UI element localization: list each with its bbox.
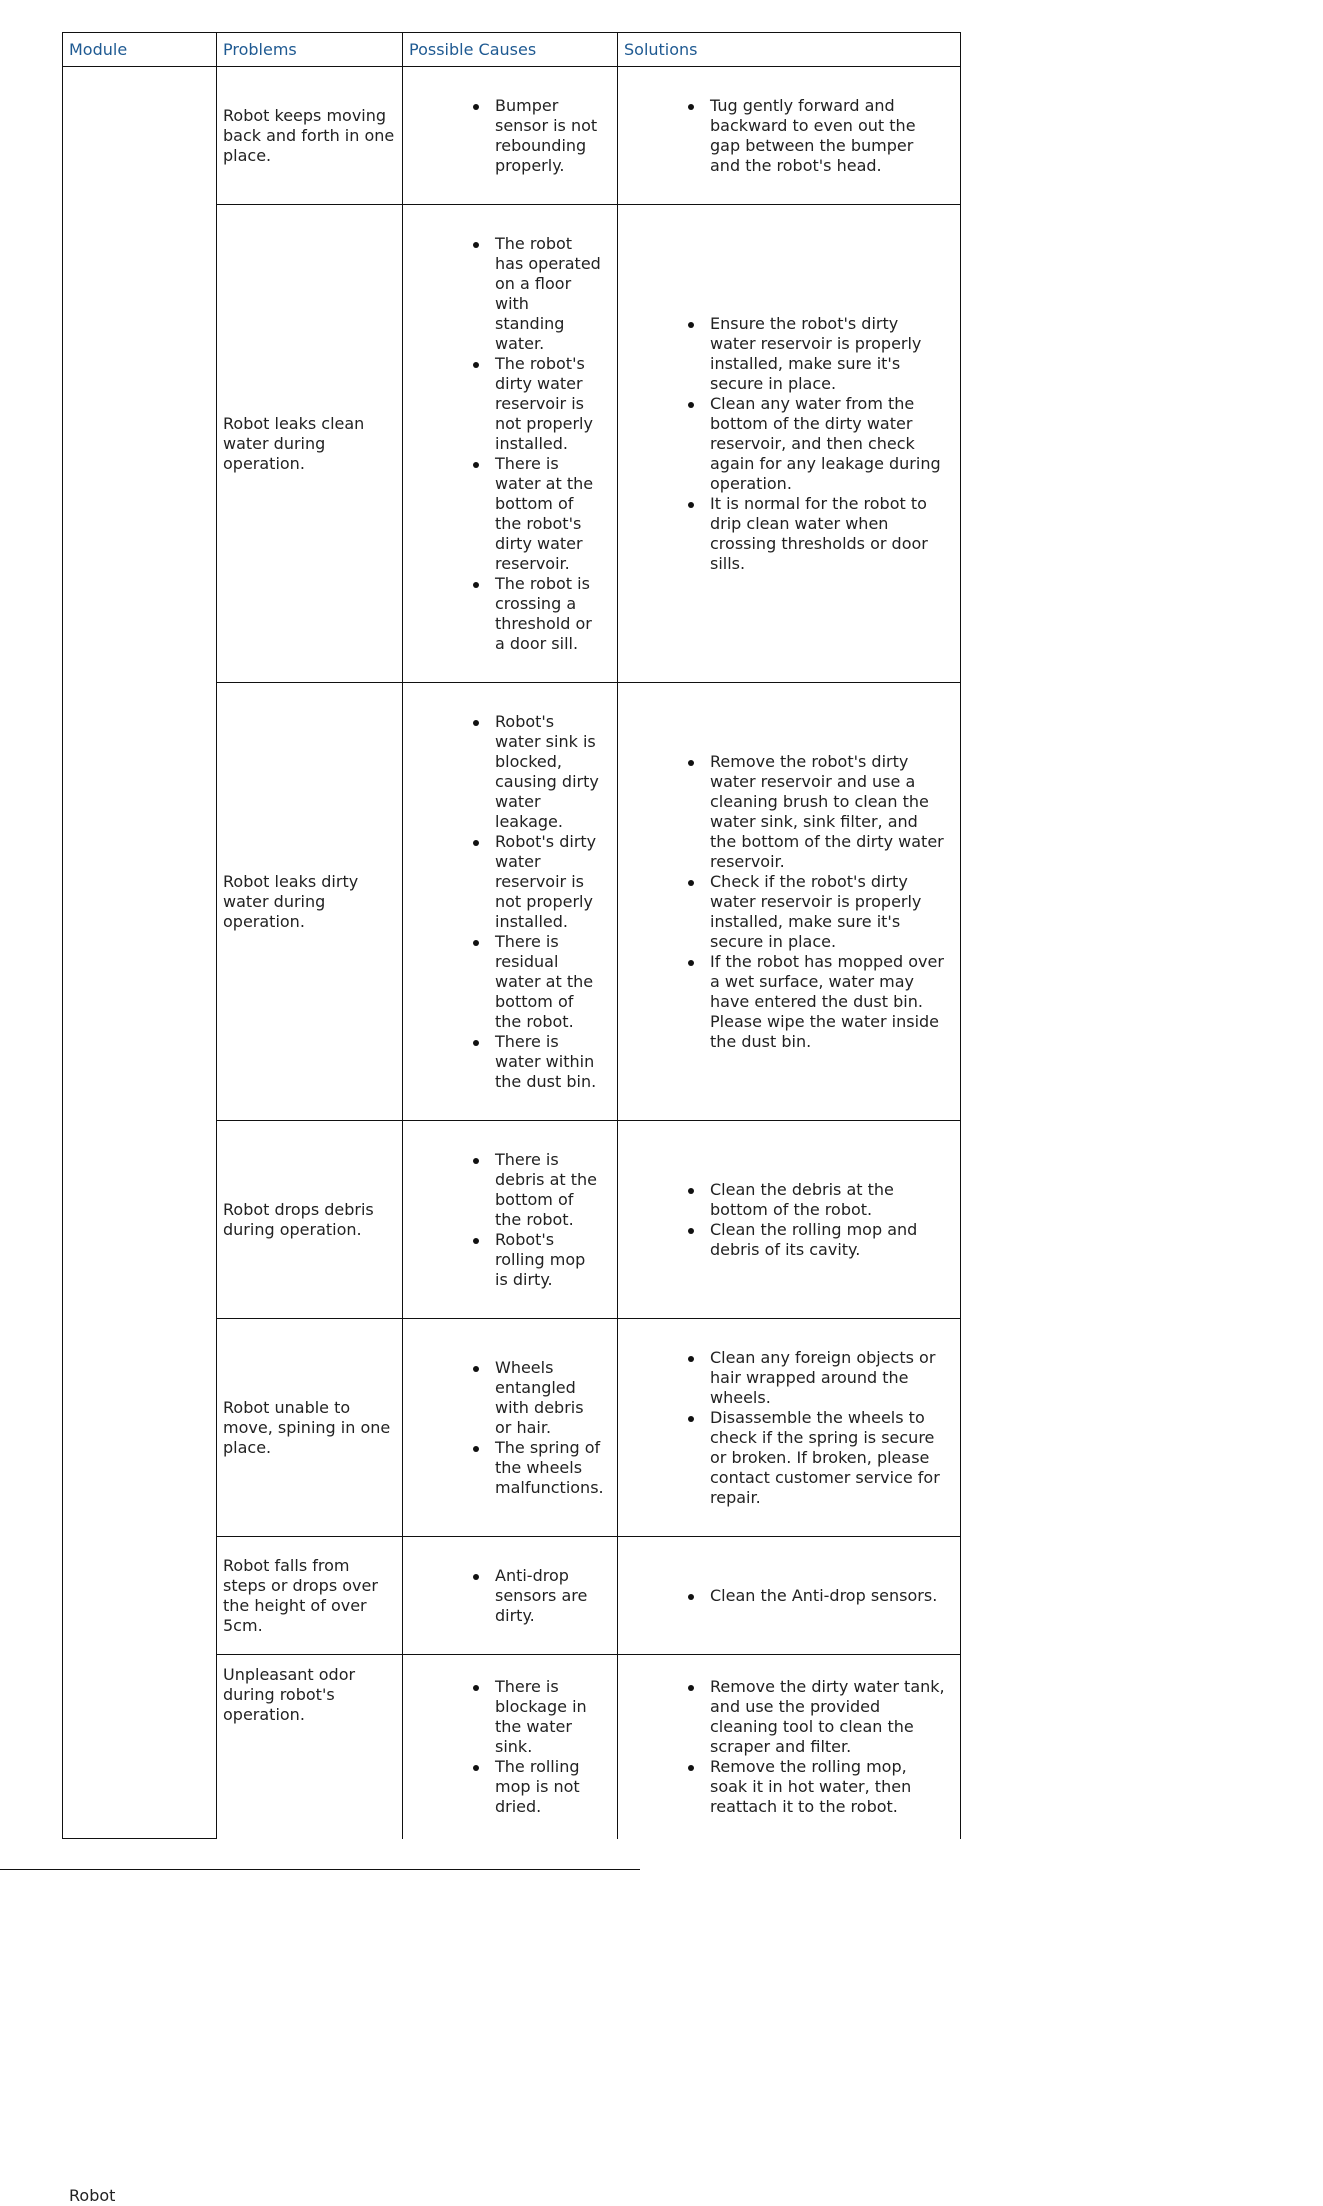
- causes-list: [409, 1358, 611, 1498]
- cause-item: The robot's dirty water reservoir is not properly installed.: [495, 354, 603, 454]
- solutions-cell: [618, 1655, 961, 1839]
- solutions-list: [624, 752, 954, 1052]
- cause-item: The robot is crossing a threshold or a door sill.: [495, 574, 603, 654]
- solution-item: It is normal for the robot to drip clean water when crossing thresholds or door sills.: [710, 494, 946, 574]
- solutions-list: [624, 1677, 954, 1817]
- problem-cell: Robot falls from steps or drops over the height of over 5cm.: [217, 1537, 403, 1655]
- solutions-cell: [618, 67, 961, 205]
- solution-item: Remove the robot's dirty water reservoir and use a cleaning brush to clean the water sink, sink filter, and the bottom of the dirty water reservoir.: [710, 752, 946, 872]
- solution-item: Clean the Anti-drop sensors.: [710, 1586, 946, 1606]
- cause-item: The rolling mop is not dried.: [495, 1757, 603, 1817]
- solutions-cell: [618, 1537, 961, 1655]
- causes-list: [409, 1677, 611, 1817]
- causes-list: [409, 712, 611, 1092]
- solution-item: Clean the debris at the bottom of the robot.: [710, 1180, 946, 1220]
- solutions-list: [624, 1180, 954, 1260]
- causes-list: [409, 96, 611, 176]
- solution-item: Tug gently forward and backward to even out the gap between the bumper and the robot's head.: [710, 96, 946, 176]
- solution-item: If the robot has mopped over a wet surface, water may have entered the dust bin. Please wipe the water inside the dust bin.: [710, 952, 946, 1052]
- solution-item: Clean any water from the bottom of the dirty water reservoir, and then check again for any leakage during operation.: [710, 394, 946, 494]
- solutions-list: [624, 1348, 954, 1508]
- cause-item: There is debris at the bottom of the robot.: [495, 1150, 603, 1230]
- solution-item: Clean the rolling mop and debris of its cavity.: [710, 1220, 946, 1260]
- cause-item: There is blockage in the water sink.: [495, 1677, 603, 1757]
- cause-item: Robot's rolling mop is dirty.: [495, 1230, 603, 1290]
- solution-item: Remove the rolling mop, soak it in hot water, then reattach it to the robot.: [710, 1757, 946, 1817]
- solution-item: Check if the robot's dirty water reservoir is properly installed, make sure it's secure in place.: [710, 872, 946, 952]
- solutions-list: [624, 1586, 954, 1606]
- cause-item: The spring of the wheels malfunctions.: [495, 1437, 604, 1497]
- problem-cell: Unpleasant odor during robot's operation.: [217, 1655, 403, 1839]
- cause-item: Bumper sensor is not rebounding properly.: [495, 96, 603, 176]
- cause-item: There is water within the dust bin.: [495, 1032, 603, 1092]
- cause-item: Anti-drop sensors are dirty.: [495, 1566, 603, 1626]
- causes-cell: [403, 1319, 618, 1537]
- cause-item: There is residual water at the bottom of the robot.: [495, 932, 603, 1032]
- header-module: Module: [63, 33, 217, 67]
- causes-cell: [403, 683, 618, 1121]
- solution-item: Ensure the robot's dirty water reservoir is properly installed, make sure it's secure in place.: [710, 314, 946, 394]
- troubleshooting-table: [62, 32, 961, 2205]
- module-cell: [63, 67, 217, 2205]
- problem-cell: Robot leaks clean water during operation.: [217, 205, 403, 683]
- cause-item: The robot has operated on a floor with standing water.: [495, 234, 603, 354]
- cause-item: There is water at the bottom of the robot's dirty water reservoir.: [495, 454, 603, 574]
- causes-list: [409, 1150, 611, 1290]
- problem-cell: Robot leaks dirty water during operation.: [217, 683, 403, 1121]
- solutions-cell: [618, 683, 961, 1121]
- cause-item: Robot's water sink is blocked, causing dirty water leakage.: [495, 712, 603, 832]
- causes-list: [409, 234, 611, 654]
- solution-item: Disassemble the wheels to check if the spring is secure or broken. If broken, please contact customer service for repair.: [710, 1408, 946, 1508]
- problem-cell: Robot drops debris during operation.: [217, 1121, 403, 1319]
- causes-cell: [403, 67, 618, 205]
- header-solutions: Solutions: [618, 33, 961, 67]
- causes-list: [409, 1566, 611, 1626]
- header-problems: Problems: [217, 33, 403, 67]
- cause-item: Robot's dirty water reservoir is not properly installed.: [495, 832, 603, 932]
- solutions-cell: [618, 1121, 961, 1319]
- causes-cell: [403, 1655, 618, 1839]
- solutions-cell: [618, 205, 961, 683]
- solutions-list: [624, 96, 954, 176]
- header-row: [63, 33, 961, 67]
- table-row: [63, 67, 961, 205]
- solution-item: Remove the dirty water tank, and use the provided cleaning tool to clean the scraper and filter.: [710, 1676, 945, 1756]
- causes-cell: [403, 1537, 618, 1655]
- problem-cell: Robot unable to move, spining in one place.: [217, 1319, 403, 1537]
- module-label: Robot: [69, 2185, 116, 2205]
- footnote-separator: [0, 1869, 640, 1870]
- causes-cell: [403, 1121, 618, 1319]
- header-causes: Possible Causes: [403, 33, 618, 67]
- causes-cell: [403, 205, 618, 683]
- solutions-list: [624, 314, 954, 574]
- solutions-cell: [618, 1319, 961, 1537]
- problem-cell: Robot keeps moving back and forth in one place.: [217, 67, 403, 205]
- cause-item: Wheels entangled with debris or hair.: [495, 1358, 603, 1438]
- solution-item: Clean any foreign objects or hair wrapped around the wheels.: [710, 1348, 946, 1408]
